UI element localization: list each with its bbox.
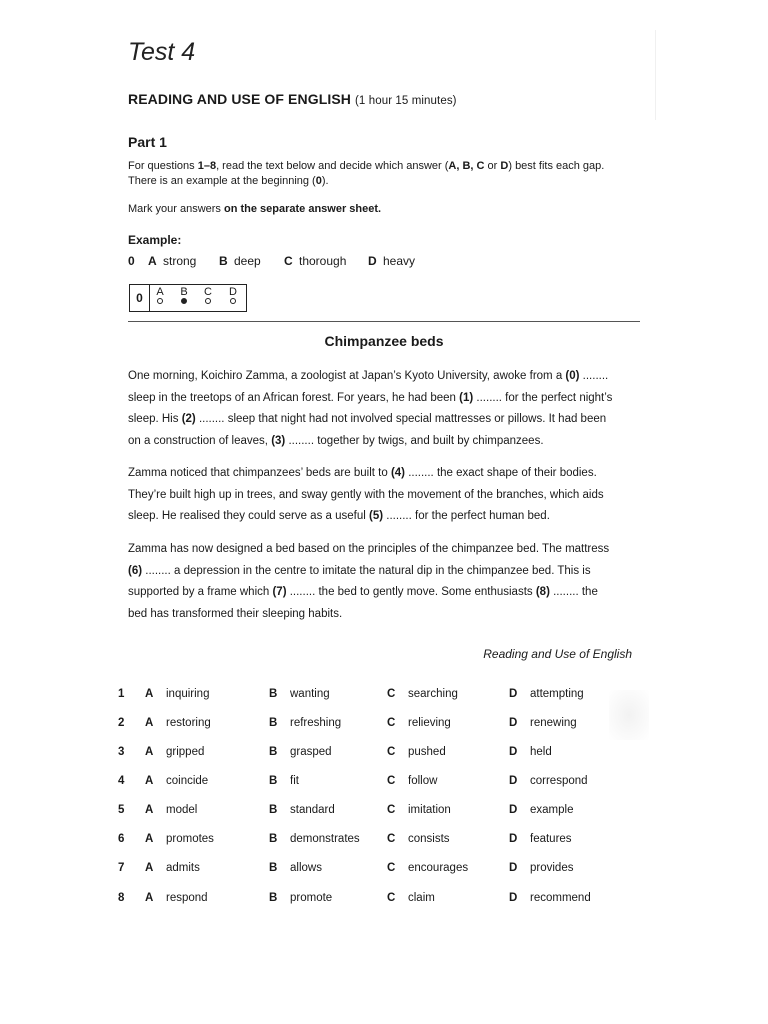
option-letter: B bbox=[269, 688, 278, 700]
para-text: ........ bbox=[579, 370, 609, 382]
answer-box-col-d bbox=[225, 286, 241, 304]
option-b: wanting bbox=[290, 688, 330, 700]
option-letter: C bbox=[387, 688, 396, 700]
gap-number: (6) bbox=[128, 564, 143, 577]
option-letter: B bbox=[269, 833, 278, 845]
instructions-line-1 bbox=[128, 159, 648, 174]
option-c: consists bbox=[408, 833, 450, 845]
answer-box-number: 0 bbox=[130, 285, 150, 311]
option-letter: C bbox=[387, 833, 396, 845]
example-option-b: deep bbox=[234, 254, 261, 268]
option-letter: A bbox=[145, 688, 154, 700]
mark-text-bold: on the separate answer sheet. bbox=[223, 203, 382, 215]
instr-text: or bbox=[484, 160, 501, 172]
para-text: ........ the exact shape of their bodies. bbox=[405, 467, 597, 479]
para-line: Zamma has now designed a bed based on the principles of the chimpanzee bed. The mattress bbox=[128, 543, 610, 555]
option-a: promotes bbox=[166, 833, 214, 845]
example-option-d: heavy bbox=[383, 254, 416, 268]
option-letter: B bbox=[269, 775, 278, 787]
para-line bbox=[128, 409, 644, 431]
answer-box-letter: A bbox=[156, 286, 164, 298]
para-text: ........ together by twigs, and built by chimpanzees. bbox=[285, 434, 544, 447]
option-letter: D bbox=[509, 862, 518, 874]
gap-number: (5) bbox=[369, 510, 384, 522]
option-letter: A bbox=[145, 862, 154, 874]
part-label: Part 1 bbox=[128, 134, 167, 150]
option-letter: A bbox=[145, 746, 154, 758]
option-a: coincide bbox=[166, 775, 209, 787]
option-b: demonstrates bbox=[290, 833, 360, 845]
example-option-a: strong bbox=[163, 254, 197, 268]
gap-number: (1) bbox=[459, 391, 474, 404]
option-a: restoring bbox=[166, 717, 211, 729]
option-d: recommend bbox=[530, 892, 591, 904]
option-letter: C bbox=[387, 746, 396, 758]
instr-text: ). bbox=[321, 175, 329, 187]
text-title: Chimpanzee beds bbox=[324, 333, 444, 349]
option-a: gripped bbox=[166, 746, 205, 758]
option-letter: B bbox=[269, 804, 278, 816]
para-line bbox=[128, 388, 644, 410]
answer-circle-icon bbox=[157, 298, 163, 304]
gap-number: (4) bbox=[390, 467, 405, 479]
para-text: sleep. He realised they could serve as a useful bbox=[128, 510, 369, 522]
option-letter: D bbox=[509, 717, 518, 729]
example-letter-d: D bbox=[368, 254, 377, 268]
instr-bold: A, B, C bbox=[448, 160, 485, 172]
mark-instruction bbox=[128, 203, 381, 215]
option-letter: A bbox=[145, 717, 154, 729]
answer-box-col-c bbox=[200, 286, 216, 304]
paragraph-2 bbox=[128, 463, 644, 528]
example-label: Example: bbox=[128, 233, 182, 247]
option-row bbox=[0, 892, 768, 910]
paragraph-1 bbox=[128, 366, 644, 452]
option-letter: D bbox=[509, 833, 518, 845]
option-a: model bbox=[166, 804, 198, 816]
option-row bbox=[0, 717, 768, 735]
instructions bbox=[128, 159, 648, 189]
question-number: 4 bbox=[118, 775, 125, 787]
option-a: admits bbox=[166, 862, 200, 874]
example-option-c: thorough bbox=[299, 254, 347, 268]
option-letter: D bbox=[509, 892, 518, 904]
instr-bold: 0 bbox=[315, 175, 322, 187]
question-number: 2 bbox=[118, 717, 125, 729]
option-b: promote bbox=[290, 892, 333, 904]
para-text: ........ the bbox=[549, 586, 598, 598]
option-d: example bbox=[530, 804, 574, 816]
para-text: ........ sleep that night had not involved special mattresses or pillows. It had been bbox=[195, 413, 607, 425]
option-letter: C bbox=[387, 717, 396, 729]
option-letter: D bbox=[509, 688, 518, 700]
option-b: standard bbox=[290, 804, 335, 816]
question-number: 8 bbox=[118, 892, 125, 904]
answer-circle-icon bbox=[230, 298, 236, 304]
instr-bold: D bbox=[500, 160, 509, 172]
option-row bbox=[0, 804, 768, 822]
option-c: relieving bbox=[408, 717, 451, 729]
answer-circle-icon bbox=[205, 298, 211, 304]
option-c: searching bbox=[408, 688, 458, 700]
example-answer-box bbox=[129, 284, 247, 312]
option-letter: A bbox=[145, 833, 154, 845]
option-c: imitation bbox=[408, 804, 451, 816]
option-letter: C bbox=[387, 862, 396, 874]
option-c: follow bbox=[408, 775, 438, 787]
para-text: ........ for the perfect night’s bbox=[473, 391, 613, 404]
option-row bbox=[0, 746, 768, 764]
option-letter: B bbox=[269, 862, 278, 874]
option-row bbox=[0, 833, 768, 851]
gap-number: (2) bbox=[181, 413, 196, 425]
option-letter: B bbox=[269, 746, 278, 758]
question-number: 1 bbox=[118, 688, 125, 700]
gap-number: (0) bbox=[565, 370, 580, 382]
question-number: 5 bbox=[118, 804, 125, 816]
answer-box-col-b bbox=[176, 286, 192, 304]
option-letter: C bbox=[387, 775, 396, 787]
divider bbox=[128, 321, 640, 322]
option-letter: C bbox=[387, 892, 396, 904]
option-d: correspond bbox=[530, 775, 588, 787]
gap-number: (8) bbox=[535, 586, 550, 598]
answer-filled-circle-icon bbox=[181, 298, 187, 304]
option-row bbox=[0, 688, 768, 706]
para-line bbox=[128, 463, 644, 485]
option-row bbox=[0, 775, 768, 793]
scan-edge-mark bbox=[655, 30, 656, 120]
question-number: 7 bbox=[118, 862, 125, 874]
option-d: attempting bbox=[530, 688, 584, 700]
answer-box-col-a bbox=[152, 286, 168, 304]
option-d: held bbox=[530, 746, 552, 758]
para-line bbox=[128, 561, 644, 583]
option-letter: B bbox=[269, 892, 278, 904]
option-b: grasped bbox=[290, 746, 332, 758]
example-number: 0 bbox=[128, 254, 135, 268]
option-row bbox=[0, 862, 768, 880]
gap-number: (7) bbox=[272, 586, 287, 598]
section-heading bbox=[128, 91, 457, 107]
option-b: allows bbox=[290, 862, 322, 874]
question-number: 3 bbox=[118, 746, 125, 758]
paragraph-3 bbox=[128, 539, 644, 625]
section-duration: (1 hour 15 minutes) bbox=[354, 95, 457, 107]
option-letter: D bbox=[509, 804, 518, 816]
example-letter-c: C bbox=[284, 254, 293, 268]
instr-text: , read the text below and decide which answer ( bbox=[216, 160, 449, 172]
para-text: ........ for the perfect human bed. bbox=[383, 510, 550, 522]
option-c: claim bbox=[408, 892, 435, 904]
para-text: supported by a frame which bbox=[128, 586, 273, 598]
option-letter: A bbox=[145, 892, 154, 904]
para-text: sleep. His bbox=[128, 413, 182, 425]
option-letter: C bbox=[387, 804, 396, 816]
option-d: provides bbox=[530, 862, 574, 874]
option-letter: A bbox=[145, 804, 154, 816]
example-letter-a: A bbox=[148, 254, 157, 268]
example-letter-b: B bbox=[219, 254, 228, 268]
option-c: encourages bbox=[408, 862, 469, 874]
para-line bbox=[128, 431, 644, 453]
gap-number: (3) bbox=[271, 434, 286, 447]
option-b: fit bbox=[290, 775, 299, 787]
para-line bbox=[128, 506, 644, 528]
instr-bold: 1–8 bbox=[197, 160, 217, 172]
example-row bbox=[128, 254, 528, 270]
option-c: pushed bbox=[408, 746, 446, 758]
option-letter: A bbox=[145, 775, 154, 787]
instructions-line-2 bbox=[128, 174, 648, 189]
para-text: ........ the bed to gently move. Some enthusiasts bbox=[286, 586, 536, 598]
instr-text: ) best fits each gap. bbox=[508, 160, 605, 172]
mark-text: Mark your answers bbox=[128, 203, 224, 215]
section-heading-text: READING AND USE OF ENGLISH bbox=[128, 91, 351, 107]
instr-text: There is an example at the beginning ( bbox=[128, 175, 316, 187]
para-line bbox=[128, 366, 644, 388]
option-letter: D bbox=[509, 775, 518, 787]
question-number: 6 bbox=[118, 833, 125, 845]
option-b: refreshing bbox=[290, 717, 342, 729]
answer-box-letter: C bbox=[204, 286, 212, 298]
answer-box-letter: D bbox=[229, 286, 237, 298]
option-a: inquiring bbox=[166, 688, 210, 700]
para-line: bed has transformed their sleeping habits. bbox=[128, 607, 343, 620]
instr-text: For questions bbox=[128, 160, 198, 172]
option-d: renewing bbox=[530, 717, 577, 729]
option-a: respond bbox=[166, 892, 208, 904]
para-text: Zamma noticed that chimpanzees’ beds are built to bbox=[128, 467, 391, 479]
para-text: sleep in the treetops of an African forest. For years, he had been bbox=[128, 391, 460, 404]
option-letter: B bbox=[269, 717, 278, 729]
para-text: One morning, Koichiro Zamma, a zoologist at Japan’s Kyoto University, awoke from a bbox=[128, 370, 566, 382]
section-footer-label: Reading and Use of English bbox=[483, 647, 632, 661]
para-text: ........ a depression in the centre to imitate the natural dip in the chimpanzee bed. This is bbox=[142, 564, 591, 577]
option-letter: D bbox=[509, 746, 518, 758]
answer-box-letter: B bbox=[180, 286, 188, 298]
para-line bbox=[128, 582, 644, 604]
option-d: features bbox=[530, 833, 572, 845]
para-text: on a construction of leaves, bbox=[128, 434, 272, 447]
para-line: They’re built high up in trees, and sway gently with the movement of the branches, which aids bbox=[128, 488, 604, 501]
page-title: Test 4 bbox=[128, 38, 196, 66]
